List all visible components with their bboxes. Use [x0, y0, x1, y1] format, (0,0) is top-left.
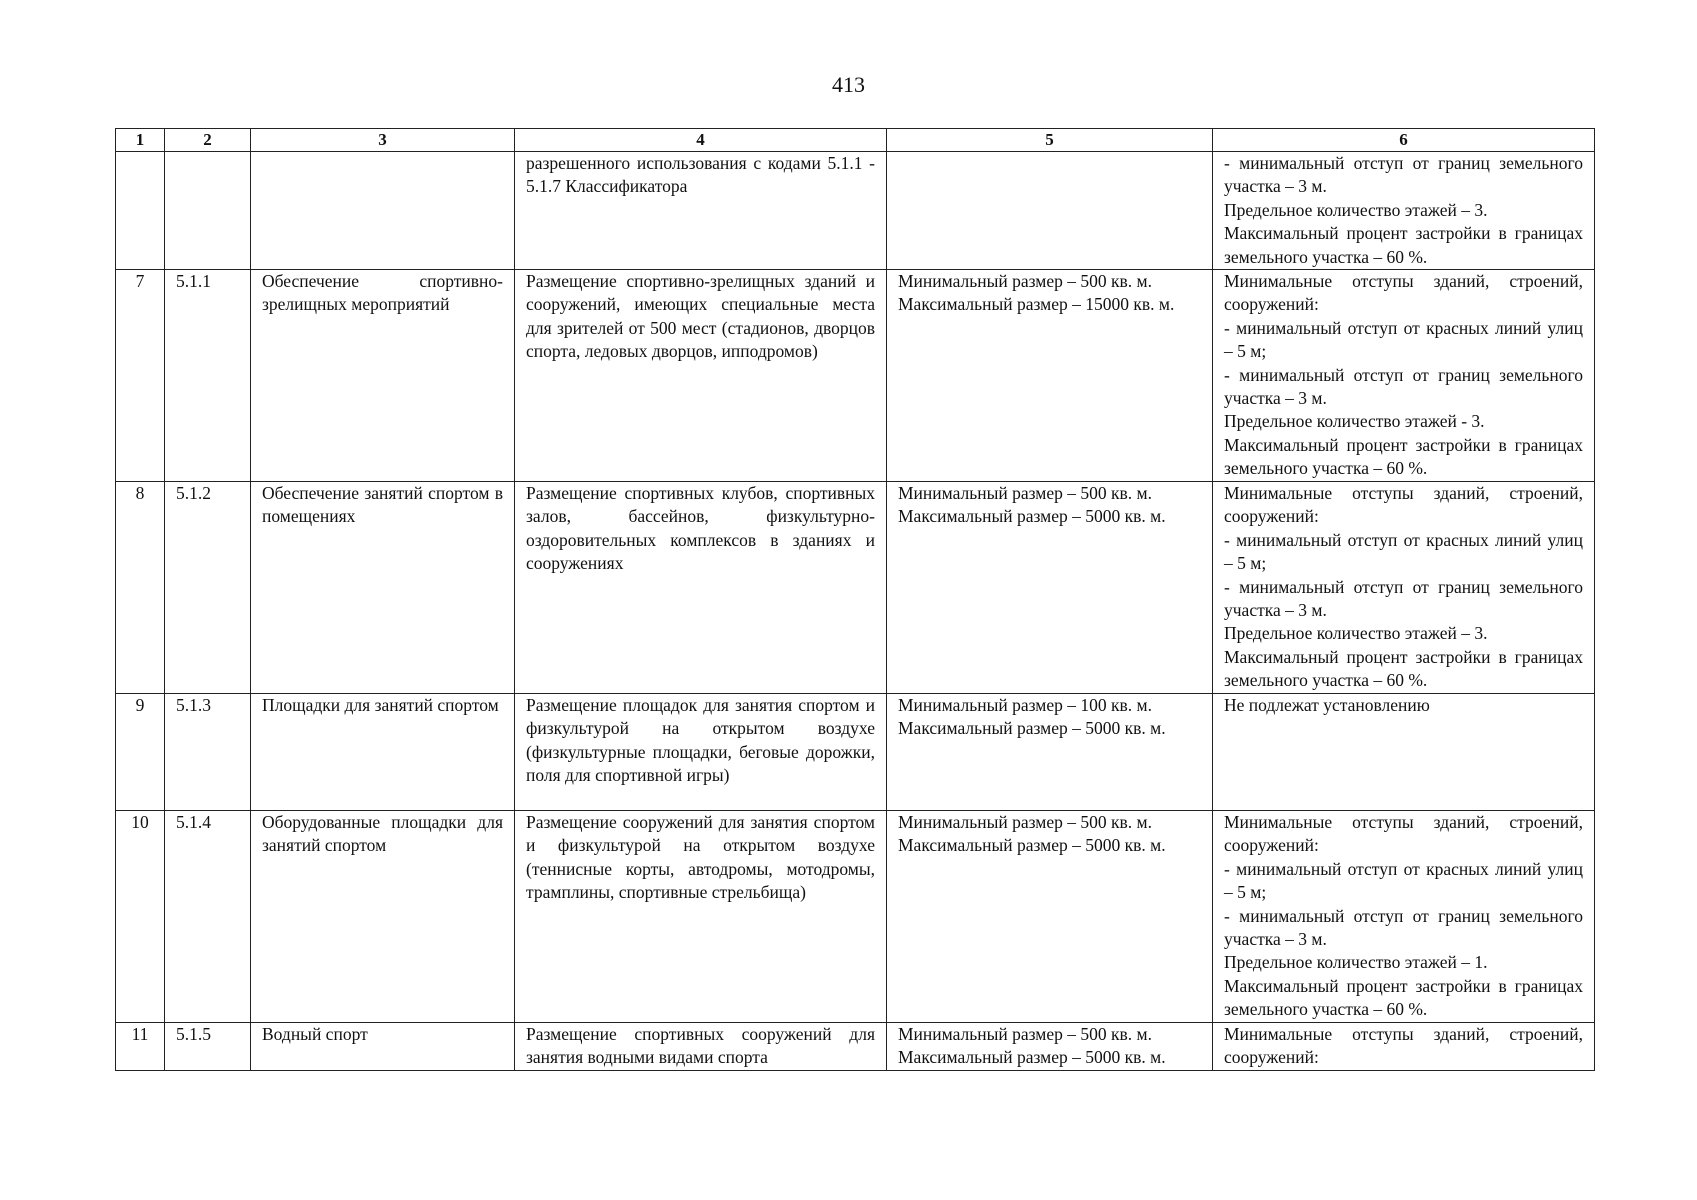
- building-params-cell: [1213, 270, 1595, 482]
- use-description-cell: Размещение спортивных клубов, спортивных залов, бассейнов, физкультурно-оздоровительных комплексов в зданиях и сооружениях: [515, 482, 887, 694]
- row-number-cell: 10: [116, 811, 165, 1023]
- table-row: [116, 270, 1595, 482]
- use-type-name-cell: Оборудованные площадки для занятий спортом: [251, 811, 515, 1023]
- column-header: 1: [116, 129, 165, 152]
- plot-size-cell: [887, 270, 1213, 482]
- classifier-code-cell: [165, 152, 251, 270]
- building-params-cell: [1213, 482, 1595, 694]
- classifier-code-cell: 5.1.1: [165, 270, 251, 482]
- column-header: 2: [165, 129, 251, 152]
- use-description-cell: Размещение спортивно-зрелищных зданий и сооружений, имеющих специальные места для зрителей от 500 мест (стадионов, дворцов спорта, ледовых дворцов, ипподромов): [515, 270, 887, 482]
- param-line: - минимальный отступ от красных линий улиц – 5 м;: [1224, 858, 1583, 903]
- param-line: Минимальные отступы зданий, строений, сооружений:: [1224, 271, 1583, 315]
- use-description-cell: разрешенного использования с кодами 5.1.1 - 5.1.7 Классификатора: [515, 152, 887, 270]
- size-line: Максимальный размер – 5000 кв. м.: [898, 1047, 1166, 1068]
- param-line: - минимальный отступ от границ земельного участка – 3 м.: [1224, 576, 1583, 621]
- plot-size-cell: [887, 811, 1213, 1023]
- use-description-cell: Размещение спортивных сооружений для занятия водными видами спорта: [515, 1023, 887, 1071]
- column-header: 4: [515, 129, 887, 152]
- classifier-code-cell: 5.1.4: [165, 811, 251, 1023]
- param-line: - минимальный отступ от красных линий улиц – 5 м;: [1224, 317, 1583, 362]
- row-number-cell: 11: [116, 1023, 165, 1071]
- size-line: Максимальный размер – 15000 кв. м.: [898, 294, 1175, 315]
- param-line: Минимальные отступы зданий, строений, сооружений:: [1224, 483, 1583, 527]
- row-number-cell: [116, 152, 165, 270]
- use-description-cell: Размещение сооружений для занятия спортом и физкультурой на открытом воздухе (теннисные корты, автодромы, мотодромы, трамплины, спортивные стрельбища): [515, 811, 887, 1023]
- table-row: [116, 694, 1595, 811]
- param-line: Максимальный процент застройки в границах земельного участка – 60 %.: [1224, 646, 1583, 691]
- column-header: 3: [251, 129, 515, 152]
- page-number: 413: [832, 72, 865, 97]
- size-line: Минимальный размер – 100 кв. м.: [898, 695, 1152, 716]
- param-line: Максимальный процент застройки в границах земельного участка – 60 %.: [1224, 434, 1583, 479]
- table-row: [116, 482, 1595, 694]
- classifier-code-cell: 5.1.5: [165, 1023, 251, 1071]
- param-line: Предельное количество этажей – 3.: [1224, 623, 1488, 644]
- size-line: Минимальный размер – 500 кв. м.: [898, 271, 1152, 292]
- param-line: Не подлежат установлению: [1224, 695, 1430, 716]
- land-use-table: [115, 128, 1595, 1071]
- column-header: 5: [887, 129, 1213, 152]
- use-type-name-cell: Водный спорт: [251, 1023, 515, 1071]
- row-number-cell: 8: [116, 482, 165, 694]
- param-line: Максимальный процент застройки в границах земельного участка – 60 %.: [1224, 223, 1583, 267]
- size-line: Максимальный размер – 5000 кв. м.: [898, 835, 1166, 856]
- param-line: - минимальный отступ от границ земельного участка – 3 м.: [1224, 364, 1583, 409]
- param-line: - минимальный отступ от красных линий улиц – 5 м;: [1224, 529, 1583, 574]
- table-row: [116, 811, 1595, 1023]
- use-description-cell: Размещение площадок для занятия спортом и физкультурой на открытом воздухе (физкультурные площадки, беговые дорожки, поля для спортивной игры): [515, 694, 887, 811]
- size-line: Минимальный размер – 500 кв. м.: [898, 483, 1152, 504]
- building-params-cell: [1213, 1023, 1595, 1071]
- size-line: Минимальный размер – 500 кв. м.: [898, 812, 1152, 833]
- size-line: Максимальный размер – 5000 кв. м.: [898, 718, 1166, 739]
- building-params-cell: [1213, 811, 1595, 1023]
- size-line: Минимальный размер – 500 кв. м.: [898, 1024, 1152, 1045]
- size-line: Максимальный размер – 5000 кв. м.: [898, 506, 1166, 527]
- param-line: - минимальный отступ от границ земельного участка – 3 м.: [1224, 905, 1583, 950]
- row-number-cell: 9: [116, 694, 165, 811]
- param-line: Предельное количество этажей – 1.: [1224, 952, 1488, 973]
- use-type-name-cell: Обеспечение спортивно-зрелищных мероприятий: [251, 270, 515, 482]
- building-params-cell: [1213, 694, 1595, 811]
- building-params-cell: [1213, 152, 1595, 270]
- param-line: Максимальный процент застройки в границах земельного участка – 60 %.: [1224, 975, 1583, 1020]
- classifier-code-cell: 5.1.3: [165, 694, 251, 811]
- param-line: Минимальные отступы зданий, строений, сооружений:: [1224, 1024, 1583, 1068]
- row-number-cell: 7: [116, 270, 165, 482]
- column-header: 6: [1213, 129, 1595, 152]
- table-row: [116, 1023, 1595, 1071]
- table-row: [116, 152, 1595, 270]
- param-line: Предельное количество этажей – 3.: [1224, 199, 1488, 220]
- use-type-name-cell: Площадки для занятий спортом: [251, 694, 515, 811]
- param-line: Минимальные отступы зданий, строений, сооружений:: [1224, 812, 1583, 856]
- param-line: Предельное количество этажей - 3.: [1224, 411, 1485, 432]
- classifier-code-cell: 5.1.2: [165, 482, 251, 694]
- use-type-name-cell: [251, 152, 515, 270]
- param-line: - минимальный отступ от границ земельного участка – 3 м.: [1224, 153, 1583, 197]
- plot-size-cell: [887, 694, 1213, 811]
- plot-size-cell: [887, 482, 1213, 694]
- use-type-name-cell: Обеспечение занятий спортом в помещениях: [251, 482, 515, 694]
- plot-size-cell: [887, 152, 1213, 270]
- table-header-row: [116, 129, 1595, 152]
- plot-size-cell: [887, 1023, 1213, 1071]
